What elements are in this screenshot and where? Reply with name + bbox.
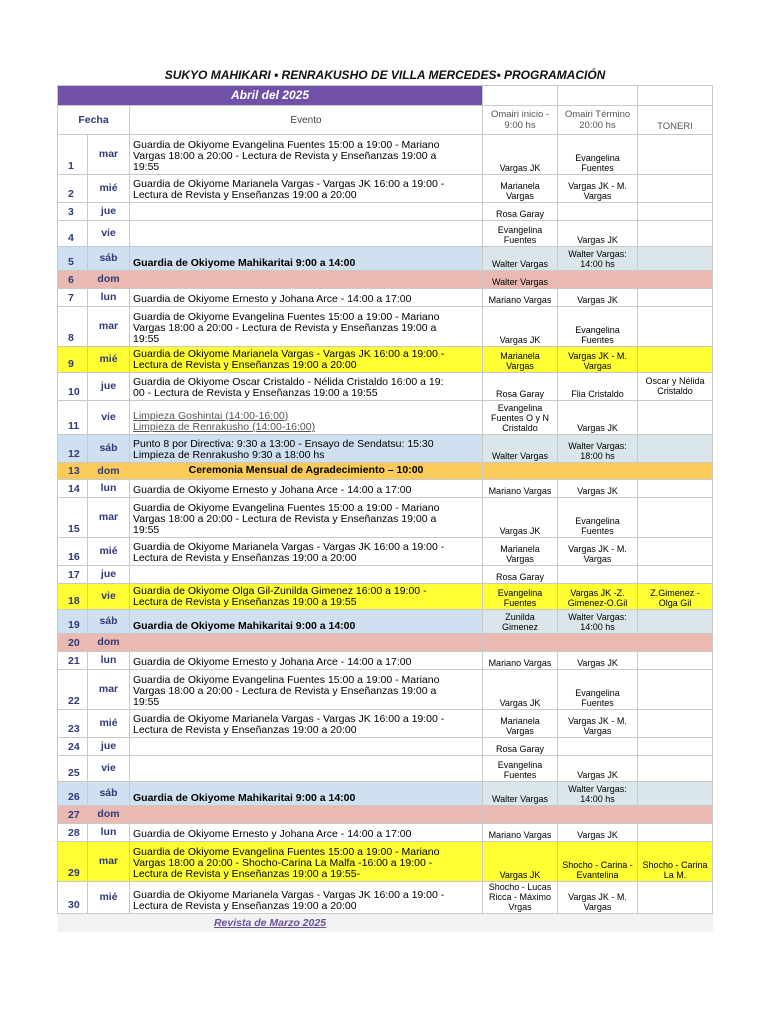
table-row (58, 247, 713, 271)
weekday: lun (88, 289, 130, 307)
event-line: Lectura de Revista y Enseñanzas 19:00 a 20:00 (133, 900, 357, 912)
header-omairi-inicio: Omairi inicio - 9:00 hs (483, 106, 558, 135)
event-line: Vargas 18:00 a 20:00 - Shocho-Carina La Malfa -16:00 a 19:00 - (133, 857, 433, 869)
event-line: 19:55 (133, 333, 160, 345)
day-number: 12 (58, 435, 88, 463)
toneri-cell: Oscar y Nélida Cristaldo (638, 373, 713, 401)
table-row (58, 135, 713, 175)
day-number: 5 (58, 247, 88, 271)
schedule-table (57, 65, 713, 932)
toneri-cell (638, 538, 713, 566)
toneri-cell (638, 670, 713, 710)
title-row (58, 65, 713, 86)
weekday: sáb (88, 247, 130, 271)
table-row (58, 824, 713, 842)
event-cell (130, 824, 483, 842)
toneri-cell (638, 401, 713, 435)
omairi-termino: Walter Vargas: 14:00 hs (558, 782, 638, 806)
event-cell (130, 806, 483, 824)
omairi-termino: Evangelina Fuentes (558, 135, 638, 175)
event-cell (130, 463, 483, 480)
day-number: 15 (58, 498, 88, 538)
weekday: vie (88, 401, 130, 435)
day-number: 30 (58, 882, 88, 914)
event-cell (130, 203, 483, 221)
weekday: dom (88, 806, 130, 824)
weekday: mar (88, 498, 130, 538)
toneri-cell: Shocho - Carina La M. (638, 842, 713, 882)
weekday: vie (88, 584, 130, 610)
event-cell (130, 634, 483, 652)
omairi-termino (558, 738, 638, 756)
omairi-inicio: Shocho - Lucas Ricca - Máximo Vrgas (483, 882, 558, 914)
toneri-cell (638, 498, 713, 538)
toneri-cell (638, 782, 713, 806)
table-row (58, 289, 713, 307)
day-number: 9 (58, 347, 88, 373)
day-number: 1 (58, 135, 88, 175)
omairi-inicio: Rosa Garay (483, 566, 558, 584)
event-line: Vargas 18:00 a 20:00 - Lectura de Revista y Enseñanzas 19:00 a (133, 685, 437, 697)
month-row (58, 86, 713, 106)
toneri-cell (638, 307, 713, 347)
omairi-inicio: Evangelina Fuentes (483, 221, 558, 247)
omairi-termino: Vargas JK - M. Vargas (558, 347, 638, 373)
omairi-termino (558, 566, 638, 584)
event-line: Guardia de Okiyome Marianela Vargas - Vargas JK 16:00 a 19:00 - (133, 889, 445, 901)
toneri-cell (638, 710, 713, 738)
header-row (58, 106, 713, 135)
event-line: Guardia de Okiyome Evangelina Fuentes 15:00 a 19:00 - Mariano (133, 139, 440, 151)
event-cell (130, 307, 483, 347)
event-cell (130, 738, 483, 756)
day-number: 13 (58, 463, 88, 480)
event-line: Guardia de Okiyome Marianela Vargas - Vargas JK 16:00 a 19:00 - (133, 541, 445, 553)
event-line: Guardia de Okiyome Marianela Vargas - Vargas JK 16:00 a 19:00 - (133, 348, 445, 360)
omairi-inicio: Walter Vargas (483, 435, 558, 463)
event-cell (130, 882, 483, 914)
table-row (58, 480, 713, 498)
toneri-cell (638, 566, 713, 584)
day-number: 7 (58, 289, 88, 307)
table-row (58, 203, 713, 221)
table-row (58, 566, 713, 584)
omairi-termino: Vargas JK - M. Vargas (558, 710, 638, 738)
omairi-termino (558, 271, 638, 289)
omairi-termino: Walter Vargas: 14:00 hs (558, 610, 638, 634)
toneri-cell (638, 738, 713, 756)
omairi-inicio: Zunilda Gimenez (483, 610, 558, 634)
omairi-inicio: Mariano Vargas (483, 824, 558, 842)
omairi-inicio: Walter Vargas (483, 247, 558, 271)
day-number: 2 (58, 175, 88, 203)
event-line: Guardia de Okiyome Ernesto y Johana Arce - 14:00 a 17:00 (133, 293, 412, 305)
event-line: Vargas 18:00 a 20:00 - Lectura de Revista y Enseñanzas 19:00 a (133, 513, 437, 525)
omairi-termino: Walter Vargas: 18:00 hs (558, 435, 638, 463)
toneri-cell (638, 203, 713, 221)
omairi-inicio: Walter Vargas (483, 271, 558, 289)
event-cell (130, 271, 483, 289)
event-cell (130, 135, 483, 175)
table-row (58, 498, 713, 538)
day-number: 21 (58, 652, 88, 670)
toneri-cell (638, 289, 713, 307)
event-line: Guardia de Okiyome Ernesto y Johana Arce - 14:00 a 17:00 (133, 656, 412, 668)
toneri-cell (638, 271, 713, 289)
omairi-termino: Vargas JK (558, 289, 638, 307)
omairi-termino: Vargas JK (558, 480, 638, 498)
event-line: Lectura de Revista y Enseñanzas 19:00 a 20:00 (133, 189, 357, 201)
omairi-inicio (483, 806, 558, 824)
weekday: sáb (88, 782, 130, 806)
omairi-termino: Vargas JK (558, 221, 638, 247)
toneri-cell (638, 634, 713, 652)
event-line: Guardia de Okiyome Evangelina Fuentes 15:00 a 19:00 - Mariano (133, 846, 440, 858)
weekday: mar (88, 842, 130, 882)
event-line: Limpieza de Renrakusho 9:30 a 18:00 hs (133, 449, 325, 461)
table-row (58, 175, 713, 203)
day-number: 20 (58, 634, 88, 652)
weekday: mar (88, 307, 130, 347)
day-number: 16 (58, 538, 88, 566)
event-line: Guardia de Okiyome Olga Gil-Zunilda Gimenez 16:00 a 19:00 - (133, 585, 427, 597)
day-number: 22 (58, 670, 88, 710)
table-row (58, 652, 713, 670)
omairi-inicio: Marianela Vargas (483, 347, 558, 373)
weekday: mié (88, 538, 130, 566)
weekday: mar (88, 670, 130, 710)
weekday: mar (88, 135, 130, 175)
omairi-inicio: Walter Vargas (483, 782, 558, 806)
table-row (58, 710, 713, 738)
event-cell (130, 247, 483, 271)
weekday: lun (88, 652, 130, 670)
omairi-inicio: Mariano Vargas (483, 480, 558, 498)
event-line: Guardia de Okiyome Marianela Vargas - Vargas JK 16:00 a 19:00 - (133, 713, 445, 725)
day-number: 8 (58, 307, 88, 347)
omairi-termino (558, 203, 638, 221)
omairi-inicio: Rosa Garay (483, 373, 558, 401)
weekday: jue (88, 566, 130, 584)
day-number: 29 (58, 842, 88, 882)
day-number: 11 (58, 401, 88, 435)
omairi-inicio: Marianela Vargas (483, 710, 558, 738)
footer-label: Revista de Marzo 2025 (58, 914, 483, 933)
omairi-termino: Flia Cristaldo (558, 373, 638, 401)
event-line: Guardia de Okiyome Evangelina Fuentes 15:00 a 19:00 - Mariano (133, 502, 440, 514)
day-number: 25 (58, 756, 88, 782)
event-line: Guardia de Okiyome Oscar Cristaldo - Nélida Cristaldo 16:00 a 19: (133, 376, 444, 388)
weekday: jue (88, 373, 130, 401)
omairi-inicio: Vargas JK (483, 135, 558, 175)
omairi-inicio: Vargas JK (483, 498, 558, 538)
event-cell (130, 782, 483, 806)
omairi-termino (558, 806, 638, 824)
table-row (58, 584, 713, 610)
day-number: 3 (58, 203, 88, 221)
weekday: sáb (88, 610, 130, 634)
event-cell (130, 347, 483, 373)
event-line: Guardia de Okiyome Ernesto y Johana Arce - 14:00 a 17:00 (133, 484, 412, 496)
event-cell (130, 221, 483, 247)
omairi-inicio: Vargas JK (483, 670, 558, 710)
event-line: Guardia de Okiyome Ernesto y Johana Arce - 14:00 a 17:00 (133, 828, 412, 840)
omairi-inicio (483, 463, 558, 480)
toneri-cell (638, 610, 713, 634)
omairi-termino: Vargas JK (558, 824, 638, 842)
event-line: Lectura de Revista y Enseñanzas 19:00 a 19:55- (133, 868, 361, 880)
omairi-inicio: Evangelina Fuentes O y N Cristaldo (483, 401, 558, 435)
event-cell (130, 710, 483, 738)
omairi-termino: Vargas JK - M. Vargas (558, 882, 638, 914)
table-row (58, 842, 713, 882)
event-cell (130, 670, 483, 710)
event-line: Limpieza Goshintai (14:00-16:00) (133, 410, 289, 422)
day-number: 26 (58, 782, 88, 806)
table-row (58, 221, 713, 247)
omairi-termino: Evangelina Fuentes (558, 307, 638, 347)
event-line: 19:55 (133, 524, 160, 536)
omairi-inicio: Vargas JK (483, 307, 558, 347)
event-line: Lectura de Revista y Enseñanzas 19:00 a 19:55 (133, 596, 357, 608)
month-label: Abril del 2025 (58, 86, 483, 106)
table-row (58, 307, 713, 347)
day-number: 19 (58, 610, 88, 634)
omairi-inicio: Rosa Garay (483, 203, 558, 221)
day-number: 18 (58, 584, 88, 610)
event-line: Vargas 18:00 a 20:00 - Lectura de Revista y Enseñanzas 19:00 a (133, 150, 437, 162)
omairi-termino: Vargas JK -Z. Gimenez-O.Gil (558, 584, 638, 610)
weekday: dom (88, 271, 130, 289)
table-row (58, 782, 713, 806)
event-line: Guardia de Okiyome Mahikaritai 9:00 a 14:00 (133, 620, 356, 632)
omairi-termino: Walter Vargas: 14:00 hs (558, 247, 638, 271)
toneri-cell (638, 480, 713, 498)
omairi-termino (558, 463, 638, 480)
toneri-cell (638, 247, 713, 271)
table-row (58, 670, 713, 710)
weekday: mié (88, 175, 130, 203)
table-row (58, 538, 713, 566)
event-line: Guardia de Okiyome Mahikaritai 9:00 a 14:00 (133, 257, 356, 269)
event-cell (130, 584, 483, 610)
omairi-inicio: Rosa Garay (483, 738, 558, 756)
weekday: lun (88, 480, 130, 498)
table-row (58, 347, 713, 373)
day-number: 14 (58, 480, 88, 498)
omairi-termino: Vargas JK - M. Vargas (558, 175, 638, 203)
event-line: Guardia de Okiyome Mahikaritai 9:00 a 14:00 (133, 792, 356, 804)
table-row (58, 271, 713, 289)
day-number: 4 (58, 221, 88, 247)
event-cell (130, 435, 483, 463)
day-number: 17 (58, 566, 88, 584)
omairi-termino: Vargas JK - M. Vargas (558, 538, 638, 566)
toneri-cell (638, 882, 713, 914)
day-number: 28 (58, 824, 88, 842)
event-line: Limpieza de Renrakusho (14:00-16:00) (133, 421, 316, 433)
omairi-inicio: Mariano Vargas (483, 652, 558, 670)
header-toneri: TONERI (638, 106, 713, 135)
weekday: mié (88, 347, 130, 373)
weekday: sáb (88, 435, 130, 463)
omairi-inicio: Evangelina Fuentes (483, 756, 558, 782)
day-number: 27 (58, 806, 88, 824)
event-line: Vargas 18:00 a 20:00 - Lectura de Revista y Enseñanzas 19:00 a (133, 322, 437, 334)
toneri-cell (638, 806, 713, 824)
event-line: Lectura de Revista y Enseñanzas 19:00 a 20:00 (133, 724, 357, 736)
schedule-sheet (57, 65, 712, 932)
omairi-termino (558, 634, 638, 652)
day-number: 6 (58, 271, 88, 289)
toneri-cell (638, 824, 713, 842)
table-row (58, 634, 713, 652)
weekday: mié (88, 882, 130, 914)
event-line: Lectura de Revista y Enseñanzas 19:00 a 20:00 (133, 359, 357, 371)
table-row (58, 373, 713, 401)
table-row (58, 435, 713, 463)
footer-row (58, 914, 713, 933)
omairi-inicio: Evangelina Fuentes (483, 584, 558, 610)
weekday: jue (88, 203, 130, 221)
omairi-termino: Shocho - Carina - Evantelina (558, 842, 638, 882)
event-line: Guardia de Okiyome Evangelina Fuentes 15:00 a 19:00 - Mariano (133, 311, 440, 323)
event-cell (130, 175, 483, 203)
weekday: jue (88, 738, 130, 756)
event-cell (130, 842, 483, 882)
event-line: 00 - Lectura de Revista y Enseñanzas 19:00 a 19:55 (133, 387, 378, 399)
event-line: Ceremonia Mensual de Agradecimiento – 10:00 (188, 464, 424, 476)
omairi-inicio: Marianela Vargas (483, 175, 558, 203)
header-fecha: Fecha (58, 106, 130, 135)
event-line: Guardia de Okiyome Evangelina Fuentes 15:00 a 19:00 - Mariano (133, 674, 440, 686)
table-row (58, 882, 713, 914)
toneri-cell (638, 463, 713, 480)
event-line: 19:55 (133, 161, 160, 173)
omairi-termino: Evangelina Fuentes (558, 670, 638, 710)
event-cell (130, 538, 483, 566)
toneri-cell (638, 135, 713, 175)
weekday: dom (88, 634, 130, 652)
event-cell (130, 652, 483, 670)
toneri-cell (638, 756, 713, 782)
weekday: dom (88, 463, 130, 480)
omairi-inicio (483, 634, 558, 652)
table-row (58, 738, 713, 756)
weekday: lun (88, 824, 130, 842)
event-cell (130, 401, 483, 435)
toneri-cell (638, 221, 713, 247)
day-number: 10 (58, 373, 88, 401)
omairi-inicio: Vargas JK (483, 842, 558, 882)
table-row (58, 610, 713, 634)
toneri-cell: Z.Gimenez - Olga Gil (638, 584, 713, 610)
toneri-cell (638, 652, 713, 670)
toneri-cell (638, 175, 713, 203)
header-evento: Evento (130, 106, 483, 135)
event-cell (130, 498, 483, 538)
event-line: Lectura de Revista y Enseñanzas 19:00 a 20:00 (133, 552, 357, 564)
header-omairi-termino: Omairi Término 20:00 hs (558, 106, 638, 135)
omairi-termino: Vargas JK (558, 652, 638, 670)
omairi-inicio: Marianela Vargas (483, 538, 558, 566)
table-row (58, 806, 713, 824)
event-cell (130, 610, 483, 634)
day-number: 23 (58, 710, 88, 738)
event-line: 19:55 (133, 696, 160, 708)
day-number: 24 (58, 738, 88, 756)
event-cell (130, 373, 483, 401)
event-cell (130, 566, 483, 584)
omairi-inicio: Mariano Vargas (483, 289, 558, 307)
event-line: Punto 8 por Directiva: 9:30 a 13:00 - Ensayo de Sendatsu: 15:30 (133, 438, 434, 450)
omairi-termino: Evangelina Fuentes (558, 498, 638, 538)
omairi-termino: Vargas JK (558, 401, 638, 435)
event-line: Guardia de Okiyome Marianela Vargas - Vargas JK 16:00 a 19:00 - (133, 178, 445, 190)
table-row (58, 401, 713, 435)
omairi-termino: Vargas JK (558, 756, 638, 782)
event-cell (130, 480, 483, 498)
table-row (58, 756, 713, 782)
toneri-cell (638, 435, 713, 463)
event-cell (130, 289, 483, 307)
page-title: SUKYO MAHIKARI • RENRAKUSHO DE VILLA MERCEDES• PROGRAMACIÓN (164, 67, 606, 82)
weekday: mié (88, 710, 130, 738)
event-cell (130, 756, 483, 782)
toneri-cell (638, 347, 713, 373)
weekday: vie (88, 221, 130, 247)
table-row (58, 463, 713, 480)
weekday: vie (88, 756, 130, 782)
